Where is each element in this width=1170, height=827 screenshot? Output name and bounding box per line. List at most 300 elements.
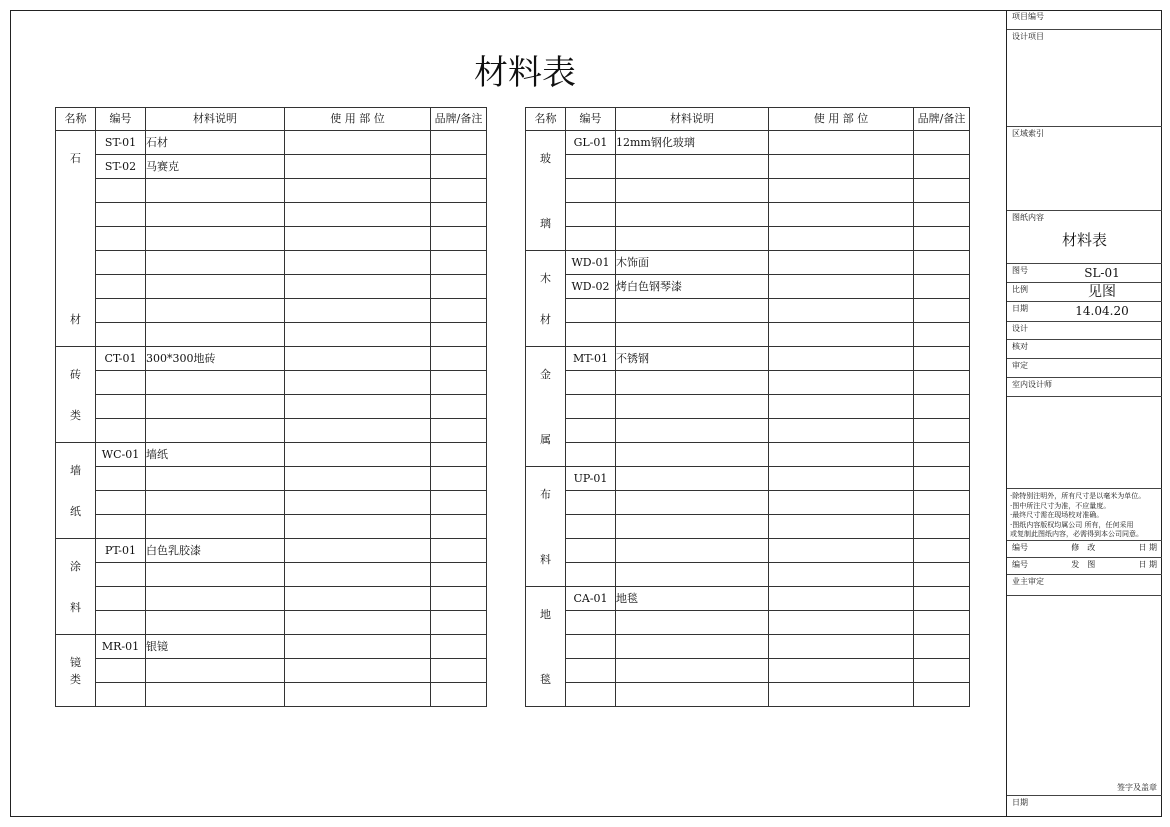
brand-note-cell bbox=[914, 323, 970, 347]
category-name-char: 料 bbox=[70, 601, 81, 614]
table-row bbox=[56, 563, 487, 587]
signature-area-box bbox=[1007, 397, 1162, 489]
category-name-char: 地 bbox=[540, 608, 551, 621]
material-description-cell: 烤白色钢琴漆 bbox=[616, 275, 769, 299]
table-row bbox=[56, 467, 487, 491]
category-name-char: 石 bbox=[70, 152, 81, 165]
brand-note-cell bbox=[431, 419, 487, 443]
category-name-char: 毯 bbox=[540, 673, 551, 686]
material-code-cell bbox=[566, 563, 616, 587]
category-name-char: 材 bbox=[540, 313, 551, 326]
brand-note-cell bbox=[914, 419, 970, 443]
header-location: 使 用 部 位 bbox=[285, 108, 431, 131]
brand-note-cell bbox=[914, 515, 970, 539]
material-code-cell: MT-01 bbox=[566, 347, 616, 371]
material-description-cell bbox=[616, 323, 769, 347]
material-description-cell bbox=[616, 371, 769, 395]
material-code-cell bbox=[96, 275, 146, 299]
material-description-cell: 墙纸 bbox=[146, 443, 285, 467]
table-row bbox=[56, 299, 487, 323]
brand-note-cell bbox=[914, 299, 970, 323]
table-row bbox=[56, 227, 487, 251]
usage-location-cell bbox=[285, 251, 431, 275]
material-code-cell bbox=[96, 491, 146, 515]
category-name-char: 类 bbox=[70, 673, 81, 686]
usage-location-cell bbox=[769, 659, 914, 683]
material-code-cell: ST-01 bbox=[96, 131, 146, 155]
table-row bbox=[526, 443, 970, 467]
material-code-cell bbox=[96, 299, 146, 323]
usage-location-cell bbox=[285, 347, 431, 371]
approver-box bbox=[1007, 359, 1162, 378]
category-name-char: 镜 bbox=[70, 656, 81, 669]
material-code-cell bbox=[566, 179, 616, 203]
material-description-cell: 12mm钢化玻璃 bbox=[616, 131, 769, 155]
brand-note-cell bbox=[914, 611, 970, 635]
issue-no-label: 编号 bbox=[1012, 560, 1028, 569]
material-code-cell: CA-01 bbox=[566, 587, 616, 611]
material-description-cell bbox=[616, 515, 769, 539]
brand-note-cell bbox=[914, 395, 970, 419]
general-notes bbox=[1010, 492, 1160, 540]
material-code-cell bbox=[96, 227, 146, 251]
revision-row bbox=[1007, 541, 1162, 558]
brand-note-cell bbox=[914, 587, 970, 611]
material-description-cell bbox=[146, 563, 285, 587]
table-row bbox=[526, 635, 970, 659]
table-row bbox=[526, 323, 970, 347]
drawing-no-label: 图号 bbox=[1012, 266, 1028, 275]
material-description-cell bbox=[146, 299, 285, 323]
category-name-cell bbox=[526, 347, 566, 467]
material-description-cell: 300*300地砖 bbox=[146, 347, 285, 371]
material-description-cell bbox=[146, 203, 285, 227]
category-name-char: 材 bbox=[70, 313, 81, 326]
material-description-cell bbox=[146, 419, 285, 443]
material-code-cell bbox=[96, 179, 146, 203]
table-row bbox=[56, 611, 487, 635]
material-description-cell bbox=[616, 491, 769, 515]
material-description-cell bbox=[616, 539, 769, 563]
category-name-char: 木 bbox=[540, 272, 551, 285]
material-code-cell bbox=[566, 515, 616, 539]
usage-location-cell bbox=[769, 155, 914, 179]
category-name-char: 料 bbox=[540, 553, 551, 566]
material-description-cell bbox=[616, 395, 769, 419]
material-description-cell bbox=[146, 395, 285, 419]
material-table-right bbox=[525, 107, 970, 707]
material-code-cell bbox=[566, 683, 616, 707]
category-name-char: 玻 bbox=[540, 152, 551, 165]
table-row bbox=[526, 491, 970, 515]
material-code-cell bbox=[566, 227, 616, 251]
usage-location-cell bbox=[769, 611, 914, 635]
material-description-cell: 木饰面 bbox=[616, 251, 769, 275]
brand-note-cell bbox=[431, 515, 487, 539]
table-row bbox=[526, 683, 970, 707]
drawing-content-box bbox=[1007, 211, 1162, 264]
table-row bbox=[526, 395, 970, 419]
usage-location-cell bbox=[769, 347, 914, 371]
note-line: ·除特别注明外，所有尺寸是以毫米为单位。 bbox=[1010, 492, 1146, 500]
usage-location-cell bbox=[285, 443, 431, 467]
checker-box bbox=[1007, 340, 1162, 359]
category-name-cell bbox=[526, 467, 566, 587]
usage-location-cell bbox=[769, 251, 914, 275]
table-header-row bbox=[526, 108, 970, 131]
material-description-cell bbox=[146, 179, 285, 203]
material-code-cell bbox=[96, 683, 146, 707]
title-block bbox=[1006, 10, 1162, 817]
usage-location-cell bbox=[769, 467, 914, 491]
drawing-content-label: 图纸内容 bbox=[1012, 213, 1044, 222]
table-row bbox=[526, 539, 970, 563]
usage-location-cell bbox=[769, 587, 914, 611]
usage-location-cell bbox=[285, 275, 431, 299]
brand-note-cell bbox=[431, 275, 487, 299]
table-header-row bbox=[56, 108, 487, 131]
table-row bbox=[526, 131, 970, 155]
designer-box bbox=[1007, 322, 1162, 340]
material-code-cell bbox=[566, 611, 616, 635]
table-row bbox=[526, 659, 970, 683]
brand-note-cell bbox=[914, 443, 970, 467]
material-description-cell bbox=[616, 299, 769, 323]
material-description-cell: 地毯 bbox=[616, 587, 769, 611]
material-code-cell bbox=[96, 587, 146, 611]
usage-location-cell bbox=[769, 299, 914, 323]
usage-location-cell bbox=[769, 443, 914, 467]
material-description-cell: 马赛克 bbox=[146, 155, 285, 179]
brand-note-cell bbox=[431, 227, 487, 251]
usage-location-cell bbox=[769, 371, 914, 395]
brand-note-cell bbox=[914, 683, 970, 707]
header-name: 名称 bbox=[56, 108, 96, 131]
usage-location-cell bbox=[285, 611, 431, 635]
material-code-cell: WD-01 bbox=[566, 251, 616, 275]
area-index-label: 区域索引 bbox=[1012, 129, 1044, 138]
brand-note-cell bbox=[431, 491, 487, 515]
material-description-cell bbox=[146, 587, 285, 611]
material-code-cell: WC-01 bbox=[96, 443, 146, 467]
table-row bbox=[56, 371, 487, 395]
usage-location-cell bbox=[285, 515, 431, 539]
brand-note-cell bbox=[431, 251, 487, 275]
usage-location-cell bbox=[769, 419, 914, 443]
usage-location-cell bbox=[769, 179, 914, 203]
header-description: 材料说明 bbox=[616, 108, 769, 131]
note-line: 或复制此图纸内容，必需得到本公司同意。 bbox=[1010, 530, 1143, 538]
brand-note-cell bbox=[431, 587, 487, 611]
material-code-cell bbox=[96, 203, 146, 227]
usage-location-cell bbox=[285, 419, 431, 443]
date-box bbox=[1007, 302, 1162, 322]
checker-label: 核对 bbox=[1012, 342, 1028, 351]
usage-location-cell bbox=[769, 323, 914, 347]
drawing-content-value: 材料表 bbox=[1061, 231, 1107, 249]
table-row bbox=[526, 179, 970, 203]
usage-location-cell bbox=[285, 395, 431, 419]
brand-note-cell bbox=[431, 635, 487, 659]
header-code: 编号 bbox=[96, 108, 146, 131]
category-name-char: 涂 bbox=[70, 560, 81, 573]
bottom-date-label: 日期 bbox=[1012, 798, 1028, 807]
table-row bbox=[56, 419, 487, 443]
usage-location-cell bbox=[285, 659, 431, 683]
table-row bbox=[56, 395, 487, 419]
material-code-cell bbox=[96, 611, 146, 635]
usage-location-cell bbox=[769, 275, 914, 299]
table-row bbox=[56, 251, 487, 275]
usage-location-cell bbox=[769, 491, 914, 515]
table-row bbox=[526, 371, 970, 395]
brand-note-cell bbox=[914, 155, 970, 179]
table-row bbox=[56, 347, 487, 371]
material-description-cell bbox=[146, 491, 285, 515]
material-description-cell: 不锈钢 bbox=[616, 347, 769, 371]
design-project-label: 设计项目 bbox=[1012, 32, 1044, 41]
area-index-box bbox=[1007, 127, 1162, 211]
material-code-cell bbox=[96, 371, 146, 395]
material-code-cell: CT-01 bbox=[96, 347, 146, 371]
header-brand: 品牌/备注 bbox=[431, 108, 487, 131]
brand-note-cell bbox=[914, 563, 970, 587]
scale-value: 见图 bbox=[1088, 284, 1116, 300]
usage-location-cell bbox=[285, 299, 431, 323]
note-line: ·图纸内容版权均属公司 所有，任何采用 bbox=[1010, 520, 1134, 529]
brand-note-cell bbox=[914, 179, 970, 203]
project-no-box bbox=[1007, 10, 1162, 30]
usage-location-cell bbox=[285, 587, 431, 611]
category-name-char: 砖 bbox=[70, 368, 81, 381]
table-row bbox=[56, 659, 487, 683]
table-row bbox=[56, 515, 487, 539]
material-description-cell bbox=[616, 227, 769, 251]
usage-location-cell bbox=[769, 203, 914, 227]
usage-location-cell bbox=[285, 491, 431, 515]
table-row bbox=[526, 611, 970, 635]
revision-date-label: 日 期 bbox=[1138, 543, 1157, 552]
table-row bbox=[526, 251, 970, 275]
owner-signature-box bbox=[1007, 596, 1162, 796]
scale-label: 比例 bbox=[1012, 285, 1028, 294]
material-description-cell bbox=[146, 467, 285, 491]
date-label: 日期 bbox=[1012, 304, 1028, 313]
table-row bbox=[526, 299, 970, 323]
usage-location-cell bbox=[285, 179, 431, 203]
table-row bbox=[56, 203, 487, 227]
material-code-cell bbox=[566, 419, 616, 443]
material-code-cell: PT-01 bbox=[96, 539, 146, 563]
material-code-cell bbox=[566, 443, 616, 467]
designer-label: 设计 bbox=[1012, 324, 1028, 333]
table-row bbox=[56, 635, 487, 659]
note-line: ·图中所注尺寸为准，不应量度。 bbox=[1010, 501, 1111, 510]
material-description-cell bbox=[146, 323, 285, 347]
brand-note-cell bbox=[431, 659, 487, 683]
interior-designer-label: 室内设计师 bbox=[1012, 380, 1052, 389]
category-name-cell bbox=[526, 587, 566, 707]
usage-location-cell bbox=[285, 683, 431, 707]
material-description-cell bbox=[146, 659, 285, 683]
table-row bbox=[526, 515, 970, 539]
brand-note-cell bbox=[431, 467, 487, 491]
material-code-cell bbox=[96, 515, 146, 539]
material-code-cell bbox=[96, 467, 146, 491]
material-code-cell bbox=[96, 251, 146, 275]
category-name-char: 布 bbox=[540, 488, 551, 501]
category-name-cell bbox=[526, 131, 566, 251]
category-name-cell bbox=[56, 635, 96, 707]
material-description-cell bbox=[616, 611, 769, 635]
material-code-cell bbox=[96, 419, 146, 443]
header-code: 编号 bbox=[566, 108, 616, 131]
usage-location-cell bbox=[769, 635, 914, 659]
material-description-cell bbox=[146, 611, 285, 635]
category-name-char: 金 bbox=[540, 368, 551, 381]
usage-location-cell bbox=[285, 227, 431, 251]
material-description-cell bbox=[616, 635, 769, 659]
usage-location-cell bbox=[769, 515, 914, 539]
material-code-cell bbox=[566, 635, 616, 659]
brand-note-cell bbox=[431, 347, 487, 371]
brand-note-cell bbox=[431, 683, 487, 707]
owner-approval-box bbox=[1007, 575, 1162, 596]
material-description-cell bbox=[616, 683, 769, 707]
material-code-cell bbox=[566, 323, 616, 347]
brand-note-cell bbox=[914, 635, 970, 659]
drawing-no-value: SL-01 bbox=[1084, 266, 1120, 280]
usage-location-cell bbox=[769, 539, 914, 563]
approver-label: 审定 bbox=[1012, 361, 1028, 370]
material-description-cell: 石材 bbox=[146, 131, 285, 155]
interior-designer-box bbox=[1007, 378, 1162, 397]
drawing-no-box bbox=[1007, 264, 1162, 283]
usage-location-cell bbox=[769, 395, 914, 419]
usage-location-cell bbox=[285, 203, 431, 227]
brand-note-cell bbox=[914, 131, 970, 155]
table-row bbox=[56, 443, 487, 467]
brand-note-cell bbox=[914, 227, 970, 251]
material-code-cell bbox=[96, 323, 146, 347]
header-name: 名称 bbox=[526, 108, 566, 131]
material-code-cell: MR-01 bbox=[96, 635, 146, 659]
material-code-cell bbox=[566, 659, 616, 683]
material-description-cell bbox=[146, 227, 285, 251]
table-row bbox=[56, 323, 487, 347]
usage-location-cell bbox=[285, 467, 431, 491]
table-row bbox=[56, 491, 487, 515]
brand-note-cell bbox=[431, 611, 487, 635]
material-description-cell bbox=[146, 683, 285, 707]
material-code-cell bbox=[566, 491, 616, 515]
material-code-cell bbox=[96, 659, 146, 683]
brand-note-cell bbox=[914, 467, 970, 491]
material-code-cell bbox=[96, 563, 146, 587]
brand-note-cell bbox=[914, 251, 970, 275]
material-description-cell bbox=[146, 251, 285, 275]
brand-note-cell bbox=[431, 443, 487, 467]
material-code-cell bbox=[96, 395, 146, 419]
design-project-box bbox=[1007, 30, 1162, 127]
note-line: ·最终尺寸需在现场校对准确。 bbox=[1010, 511, 1104, 519]
usage-location-cell bbox=[285, 539, 431, 563]
table-row bbox=[56, 587, 487, 611]
table-row bbox=[526, 155, 970, 179]
table-row bbox=[56, 179, 487, 203]
material-description-cell bbox=[146, 515, 285, 539]
category-name-char: 璃 bbox=[540, 217, 551, 230]
material-code-cell: WD-02 bbox=[566, 275, 616, 299]
signature-stamp-label: 签字及盖章 bbox=[1117, 783, 1157, 792]
usage-location-cell bbox=[285, 323, 431, 347]
category-name-cell bbox=[56, 131, 96, 347]
issue-label: 发 图 bbox=[1071, 560, 1096, 569]
material-code-cell: UP-01 bbox=[566, 467, 616, 491]
brand-note-cell bbox=[431, 179, 487, 203]
brand-note-cell bbox=[431, 299, 487, 323]
table-row bbox=[56, 539, 487, 563]
material-table-left bbox=[55, 107, 487, 707]
material-code-cell bbox=[566, 539, 616, 563]
usage-location-cell bbox=[769, 563, 914, 587]
material-code-cell bbox=[566, 299, 616, 323]
material-code-cell bbox=[566, 203, 616, 227]
scale-box bbox=[1007, 283, 1162, 302]
material-description-cell bbox=[616, 203, 769, 227]
table-row bbox=[56, 155, 487, 179]
table-row bbox=[526, 347, 970, 371]
header-brand: 品牌/备注 bbox=[914, 108, 970, 131]
category-name-char: 类 bbox=[70, 409, 81, 422]
brand-note-cell bbox=[914, 347, 970, 371]
table-row bbox=[526, 419, 970, 443]
table-row bbox=[526, 203, 970, 227]
material-code-cell bbox=[566, 155, 616, 179]
date-value: 14.04.20 bbox=[1075, 304, 1129, 318]
material-description-cell bbox=[616, 155, 769, 179]
table-row bbox=[526, 467, 970, 491]
brand-note-cell bbox=[431, 395, 487, 419]
material-description-cell: 白色乳胶漆 bbox=[146, 539, 285, 563]
material-description-cell bbox=[616, 179, 769, 203]
table-row bbox=[56, 131, 487, 155]
material-description-cell bbox=[616, 563, 769, 587]
revision-no-label: 编号 bbox=[1012, 543, 1028, 552]
issue-row bbox=[1007, 558, 1162, 575]
category-name-cell bbox=[56, 539, 96, 635]
category-name-cell bbox=[56, 347, 96, 443]
material-description-cell bbox=[616, 419, 769, 443]
revision-label: 修 改 bbox=[1071, 543, 1096, 552]
usage-location-cell bbox=[769, 683, 914, 707]
brand-note-cell bbox=[431, 155, 487, 179]
notes-box bbox=[1007, 489, 1162, 541]
material-description-cell: 银镜 bbox=[146, 635, 285, 659]
material-code-cell: GL-01 bbox=[566, 131, 616, 155]
brand-note-cell bbox=[914, 371, 970, 395]
material-description-cell bbox=[616, 659, 769, 683]
category-name-char: 纸 bbox=[70, 505, 81, 518]
brand-note-cell bbox=[431, 323, 487, 347]
usage-location-cell bbox=[285, 371, 431, 395]
brand-note-cell bbox=[431, 563, 487, 587]
material-description-cell bbox=[616, 443, 769, 467]
brand-note-cell bbox=[914, 491, 970, 515]
category-name-cell bbox=[526, 251, 566, 347]
brand-note-cell bbox=[431, 131, 487, 155]
brand-note-cell bbox=[914, 203, 970, 227]
